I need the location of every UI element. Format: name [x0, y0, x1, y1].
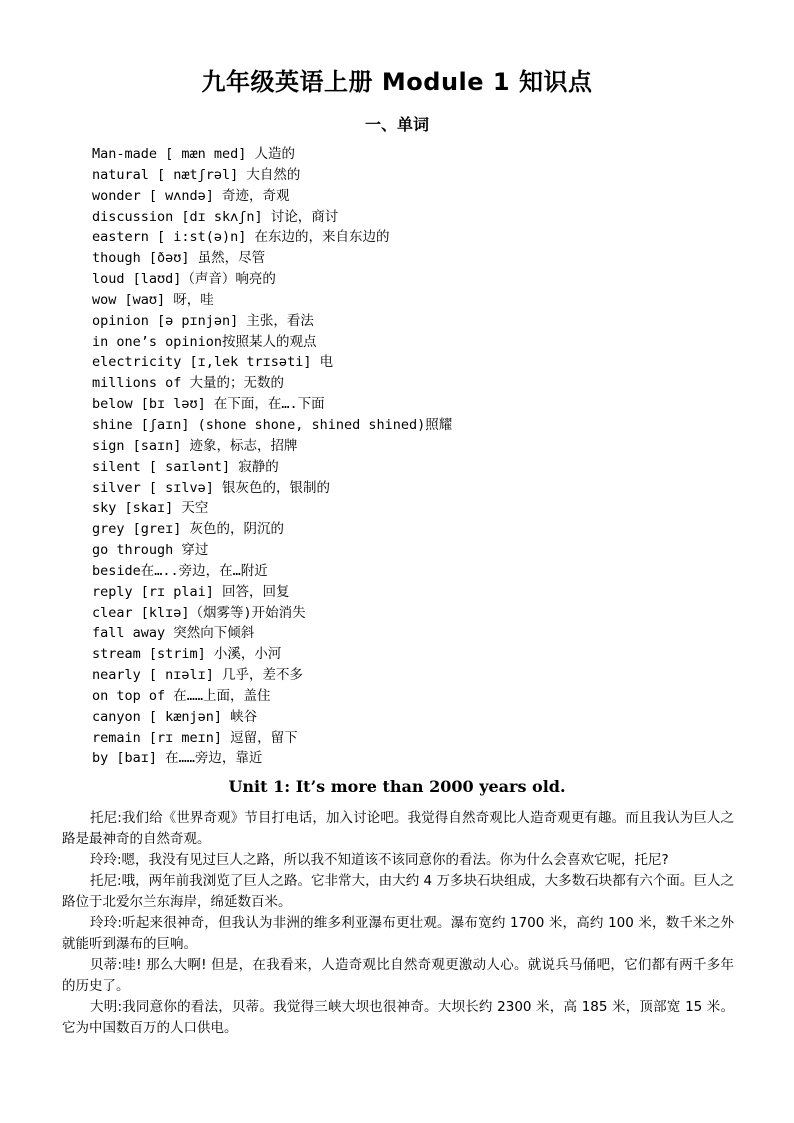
vocab-entry: electricity [ɪ,lek trɪsəti] 电 — [92, 354, 334, 371]
vocab-entry: discussion [dɪ skʌʃn] 讨论，商讨 — [92, 208, 339, 225]
vocab-entry: in one’s opinion按照某人的观点 — [92, 333, 317, 350]
vocab-entry: wow [waʊ] 呀，哇 — [92, 291, 214, 308]
vocab-entry: canyon [ kænjən] 峡谷 — [92, 708, 258, 725]
vocab-entry: reply [rɪ plai] 回答，回复 — [92, 583, 290, 600]
vocab-entry: sign [saɪn] 迹象，标志，招牌 — [92, 437, 298, 454]
vocab-entry: though [ðəʊ] 虽然，尽管 — [92, 250, 266, 267]
vocab-entry: on top of 在……上面，盖住 — [92, 687, 271, 704]
dialogue-paragraph: 托尼:我们给《世界奇观》节目打电话，加入讨论吧。我觉得自然奇观比人造奇观更有趣。而且我认为巨人之路是最神奇的自然奇观。 — [62, 810, 734, 847]
vocab-entry: clear [klɪə]（烟雾等)开始消失 — [92, 604, 306, 621]
page-title: 九年级英语上册 Module 1 知识点 — [201, 68, 593, 96]
dialogue-text — [62, 808, 734, 1039]
vocab-entry: millions of 大量的；无数的 — [92, 375, 285, 392]
dialogue-paragraph: 大明:我同意你的看法，贝蒂。我觉得三峡大坝也很神奇。大坝长约 2300 米，高 185 米，顶部宽 15 米。它为中国数百万的人口供电。 — [62, 999, 734, 1036]
vocab-entry: grey [greɪ] 灰色的，阴沉的 — [92, 521, 285, 538]
vocab-entry: natural [ nætʃrəl] 大自然的 — [92, 166, 301, 183]
vocab-entry: opinion [ə pɪnjən] 主张，看法 — [92, 312, 314, 329]
vocab-entry: beside在…..旁边，在…附近 — [92, 562, 268, 579]
vocab-entry: eastern [ i:st(ə)n] 在东边的，来自东边的 — [92, 229, 390, 246]
vocab-entry: below [bɪ ləʊ] 在下面，在….下面 — [92, 396, 325, 413]
vocab-entry: loud [laʊd]（声音）响亮的 — [92, 271, 276, 288]
dialogue-paragraph: 玲玲:嗯，我没有见过巨人之路，所以我不知道该不该同意你的看法。你为什么会喜欢它呢，托尼? — [90, 852, 669, 868]
vocab-entry: by [baɪ] 在……旁边，靠近 — [92, 750, 263, 767]
vocab-entry: sky [skaɪ] 天空 — [92, 500, 209, 517]
section-heading-vocabulary: 一、单词 — [364, 115, 429, 134]
vocab-entry: nearly [ nɪəlɪ] 几乎，差不多 — [92, 667, 304, 684]
vocab-entry: stream [strim] 小溪，小河 — [92, 646, 282, 663]
vocab-entry: go through 穿过 — [92, 542, 209, 559]
vocab-entry: shine [ʃaɪn] (shone shone, shined shined)照耀 — [92, 416, 453, 433]
vocabulary-list — [92, 144, 732, 769]
vocab-entry: wonder [ wʌndə] 奇迹，奇观 — [92, 187, 290, 204]
dialogue-paragraph: 贝蒂:哇! 那么大啊! 但是，在我看来，人造奇观比自然奇观更激动人心。就说兵马俑吧，它们都有两千多年的历史了。 — [62, 957, 734, 994]
dialogue-paragraph: 玲玲:听起来很神奇，但我认为非洲的维多利亚瀑布更壮观。瀑布宽约 1700 米，高约 100 米，数千米之外就能听到瀑布的巨响。 — [62, 915, 734, 952]
unit-heading: Unit 1: It’s more than 2000 years old. — [228, 777, 566, 796]
vocab-entry: remain [rɪ meɪn] 逗留，留下 — [92, 729, 298, 746]
dialogue-paragraph: 托尼:哦，两年前我浏览了巨人之路。它非常大，由大约 4 万多块石块组成，大多数石块都有六个面。巨人之路位于北爱尔兰东海岸，绵延数百米。 — [62, 873, 734, 910]
vocab-entry: silent [ saɪlənt] 寂静的 — [92, 458, 279, 475]
vocab-entry: Man-made [ mæn med] 人造的 — [92, 146, 296, 162]
vocab-entry: fall away 突然向下倾斜 — [92, 625, 255, 642]
vocab-entry: silver [ sɪlvə] 银灰色的，银制的 — [92, 479, 331, 496]
